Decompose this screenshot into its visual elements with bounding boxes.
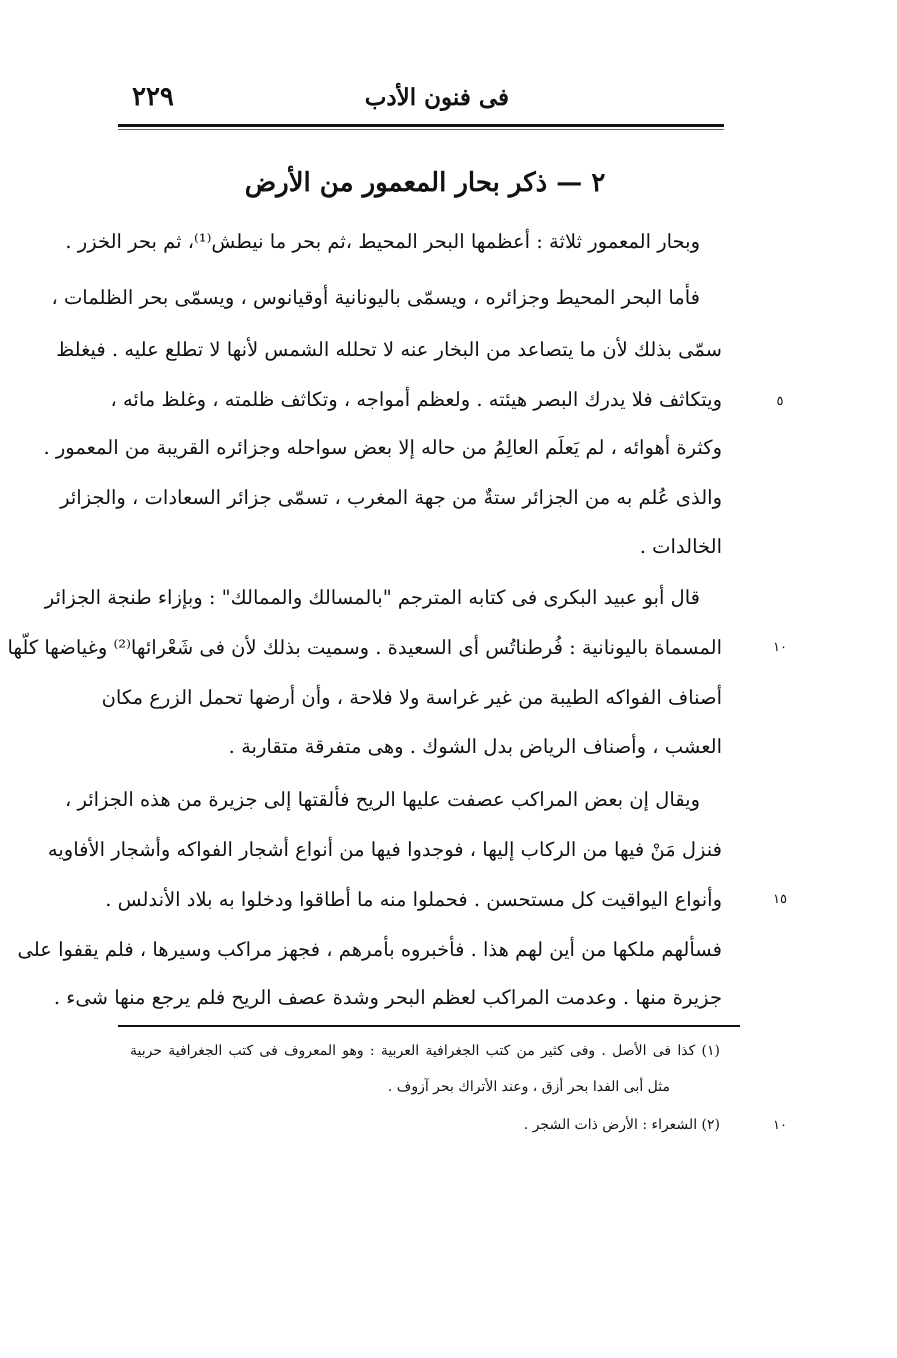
body-line: سمّى بذلك لأن ما يتصاعد من البخار عنه لا تحلله الشمس لأنها لا تطلع عليه . فيغلظ	[56, 338, 722, 361]
body-line: جزيرة منها . وعدمت المراكب لعظم البحر وشدة عصف الريح فلم يرجع منها شىء .	[53, 986, 722, 1009]
body-line: والذى عُلم به من الجزائر ستةٌ من جهة المغرب ، تسمّى جزائر السعادات ، والجزائر	[60, 486, 722, 509]
body-line: فسألهم ملكها من أين لهم هذا . فأخبروه بأمرهم ، فجهز مراكب وسيرها ، فلم يقفوا على	[17, 938, 722, 961]
body-line: الخالدات .	[639, 535, 722, 558]
body-line: ويقال إن بعض المراكب عصفت عليها الريح فألقتها إلى جزيرة من هذه الجزائر ،	[64, 788, 700, 811]
footnote-line: (١) كذا فى الأصل . وفى كثير من كتب الجغرافية العربية : وهو المعروف فى كتب الجغرافية حربية	[130, 1043, 720, 1059]
body-line: وكثرة أهوائه ، لم يَعلَم العالِمُ من حاله إلا بعض سواحله وجزائره القريبة من المعمور .	[43, 436, 722, 459]
page-number: ٢٢٩	[132, 82, 174, 112]
line-number-marker: ١٥	[773, 892, 787, 907]
footnote-line: (٢) الشعراء : الأرض ذات الشجر .	[523, 1117, 720, 1133]
body-line: المسماة باليونانية : فُرطناتُس أى السعيدة . وسميت بذلك لأن فى شَعْرائها⁽²⁾ وغياضها كلّها	[7, 636, 722, 659]
footnote-rule	[118, 1025, 740, 1027]
footnote-line-number: ١٠	[773, 1118, 787, 1133]
line-number-marker: ١٠	[773, 640, 787, 655]
body-line: فنزل مَنْ فيها من الركاب إليها ، فوجدوا فيها من أنواع أشجار الفواكه وأشجار الأفاويه	[47, 838, 722, 861]
footnote-line: مثل أبى الفدا بحر أزق ، وعند الأتراك بحر آزوف .	[387, 1079, 670, 1095]
body-line: ويتكاثف فلا يدرك البصر هيئته . ولعظم أمواجه ، وتكاثف ظلمته ، وغلظ مائه ،	[110, 388, 722, 411]
line-number-marker: ٥	[776, 394, 784, 409]
body-line: العشب ، وأصناف الرياض بدل الشوك . وهى متفرقة متقاربة .	[228, 735, 722, 758]
body-line: وبحار المعمور ثلاثة : أعظمها البحر المحيط ،ثم بحر ما نيطش⁽¹⁾، ثم بحر الخزر .	[65, 230, 700, 253]
body-line: فأما البحر المحيط وجزائره ، ويسمّى باليونانية أوقيانوس ، ويسمّى بحر الظلمات ،	[51, 286, 700, 309]
body-line: قال أبو عبيد البكرى فى كتابه المترجم "بالمسالك والممالك" : وبإزاء طنجة الجزائر	[44, 586, 700, 609]
chapter-title: ٢ — ذكر بحار المعمور من الأرض	[244, 168, 606, 198]
body-line: وأنواع اليواقيت كل مستحسن . فحملوا منه ما أطاقوا ودخلوا به بلاد الأندلس .	[105, 888, 722, 911]
running-head-title: فى فنون الأدب	[364, 84, 509, 111]
body-line: أصناف الفواكه الطيبة من غير غراسة ولا فلاحة ، وأن أرضها تحمل الزرع مكان	[101, 686, 722, 709]
